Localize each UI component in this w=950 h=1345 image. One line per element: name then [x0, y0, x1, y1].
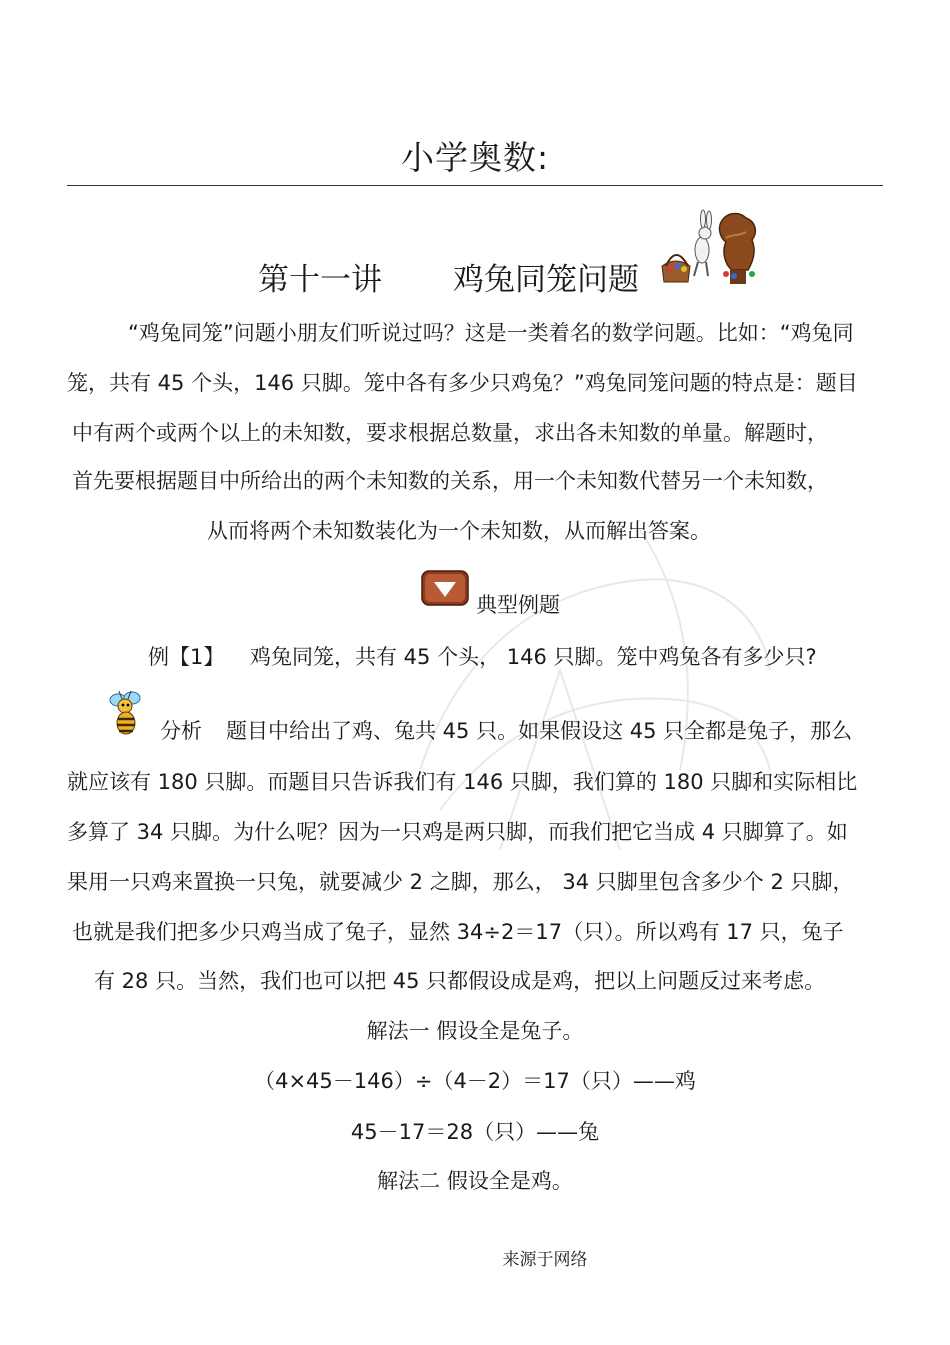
section-heading: 典型例题 [476, 593, 560, 617]
footer-source: 来源于网络 [502, 1250, 588, 1270]
method-two-title: 解法二 假设全是鸡。 [377, 1169, 573, 1193]
intro-line: “鸡兔同笼”问题小朋友们听说过吗？这是一类着名的数学问题。比如：“鸡兔同 [128, 321, 854, 345]
example-question: 鸡兔同笼，共有 45 个头， 146 只脚。笼中鸡兔各有多少只? [250, 645, 817, 669]
analysis-line: 有 28 只。当然，我们也可以把 45 只都假设成是鸡，把以上问题反过来考虑。 [94, 969, 826, 993]
example-tag: 例【1】 [148, 645, 225, 669]
lecture-topic: 鸡兔同笼问题 [453, 262, 639, 298]
analysis-line: 多算了 34 只脚。为什么呢？因为一只鸡是两只脚，而我们把它当成 4 只脚算了。如 [67, 820, 848, 844]
header-divider [67, 185, 883, 186]
lecture-number: 第十一讲 [258, 262, 382, 298]
analysis-line: 题目中给出了鸡、兔共 45 只。如果假设这 45 只全都是兔子，那么 [226, 719, 853, 743]
method-one-title: 解法一 假设全是兔子。 [366, 1019, 584, 1043]
page-title: 小学奥数: [400, 138, 550, 177]
analysis-line: 就应该有 180 只脚。而题目只告诉我们有 146 只脚，我们算的 180 只脚和实际相比 [67, 770, 858, 794]
intro-line: 首先要根据题目中所给出的两个未知数的关系，用一个未知数代替另一个未知数， [72, 469, 828, 493]
intro-line: 笼，共有 45 个头，146 只脚。笼中各有多少只鸡兔？”鸡兔同笼问题的特点是：题目 [67, 371, 858, 395]
analysis-line: 果用一只鸡来置换一只兔，就要减少 2 之脚，那么， 34 只脚里包含多少个 2 只脚， [67, 870, 854, 894]
intro-line: 从而将两个未知数装化为一个未知数，从而解出答案。 [207, 519, 711, 543]
analysis-line: 也就是我们把多少只鸡当成了兔子，显然 34÷2＝17（只）。所以鸡有 17 只，兔子 [72, 920, 844, 944]
method-one-equation: 45－17＝28（只）——兔 [350, 1120, 600, 1144]
rabbit-basket-tree-icon [660, 208, 760, 288]
bee-mascot-icon [108, 686, 142, 736]
down-arrow-button-icon [421, 570, 469, 606]
intro-line: 中有两个或两个以上的未知数，要求根据总数量，求出各未知数的单量。解题时， [72, 421, 828, 445]
analysis-label: 分析 [160, 719, 202, 743]
method-one-equation: （4×45－146）÷（4－2）＝17（只）——鸡 [254, 1069, 696, 1093]
